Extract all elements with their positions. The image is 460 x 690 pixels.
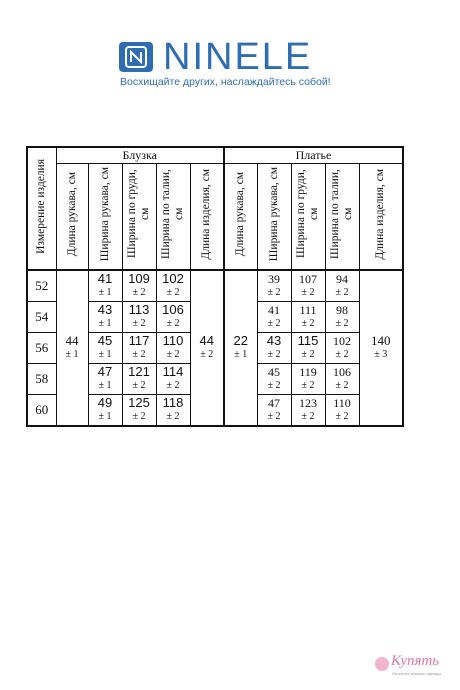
tolerance: ± 2 — [335, 349, 349, 360]
size-cell: 52 — [27, 270, 56, 302]
col-label: Длина изделия, см — [200, 168, 213, 260]
col-header — [291, 164, 325, 271]
platie-sleeve-width-cell — [257, 364, 291, 395]
size-cell: 56 — [27, 333, 56, 364]
platie-sleeve-width-cell — [257, 395, 291, 427]
value: 94 — [336, 272, 348, 286]
platie-waist-cell — [325, 333, 359, 364]
tolerance: ± 2 — [200, 349, 214, 360]
platie-chest-cell — [291, 270, 325, 302]
value: 45 — [268, 365, 280, 379]
brand-name: NINELE — [163, 36, 313, 78]
tolerance: ± 2 — [166, 349, 180, 360]
value: 41 — [268, 303, 280, 317]
value: 107 — [299, 272, 317, 286]
value: 140 — [371, 333, 391, 348]
value: 39 — [268, 272, 280, 286]
tolerance: ± 2 — [132, 380, 146, 391]
value: 106 — [162, 302, 184, 317]
bluzka-sleeve-length-cell — [56, 270, 88, 426]
value: 118 — [162, 395, 184, 410]
platie-chest-cell — [291, 395, 325, 427]
tolerance: ± 2 — [301, 287, 315, 298]
value: 123 — [299, 396, 317, 410]
col-label: Ширина по талии, см — [329, 169, 354, 259]
col-label: Ширина рукава, см — [267, 166, 280, 262]
col-label: Ширина по груди, см — [295, 169, 320, 259]
platie-waist-cell — [325, 364, 359, 395]
col-header — [359, 164, 403, 271]
value: 125 — [128, 395, 150, 410]
size-cell: 54 — [27, 302, 56, 333]
platie-chest-cell — [291, 333, 325, 364]
value: 45 — [97, 333, 113, 348]
value: 111 — [299, 303, 317, 317]
value: 43 — [266, 333, 282, 348]
value: 98 — [336, 303, 348, 317]
watermark-subtext: Интернет-магазин одежды — [392, 671, 442, 676]
value: 102 — [162, 271, 184, 286]
tolerance: ± 2 — [267, 411, 281, 422]
table-row — [27, 270, 403, 302]
tolerance: ± 2 — [132, 411, 146, 422]
col-label: Ширина рукава, см — [98, 166, 111, 262]
col-header — [88, 164, 122, 271]
size-table — [26, 146, 404, 427]
tolerance: ± 2 — [301, 411, 315, 422]
tolerance: ± 2 — [166, 287, 180, 298]
value: 114 — [162, 364, 184, 379]
group-header-platie — [224, 147, 403, 164]
value: 102 — [333, 334, 351, 348]
tolerance: ± 2 — [267, 318, 281, 329]
col-header — [156, 164, 190, 271]
tolerance: ± 1 — [234, 349, 248, 360]
platie-chest-cell — [291, 364, 325, 395]
value: 47 — [268, 396, 280, 410]
tolerance: ± 2 — [301, 380, 315, 391]
corner-header — [27, 147, 56, 270]
col-header — [190, 164, 224, 271]
platie-waist-cell — [325, 395, 359, 427]
bluzka-waist-cell — [156, 270, 190, 302]
value: 44 — [65, 333, 79, 348]
tolerance: ± 2 — [335, 318, 349, 329]
tolerance: ± 2 — [267, 349, 281, 360]
bluzka-chest-cell — [122, 302, 156, 333]
watermark — [375, 651, 445, 681]
bluzka-chest-cell — [122, 395, 156, 427]
value: 121 — [128, 364, 150, 379]
value: 117 — [128, 333, 150, 348]
bluzka-waist-cell — [156, 395, 190, 427]
value: 43 — [97, 302, 113, 317]
tolerance: ± 1 — [98, 380, 112, 391]
value: 119 — [299, 365, 317, 379]
corner-label: Измерение изделия — [35, 158, 48, 254]
tolerance: ± 2 — [301, 318, 315, 329]
bluzka-sleeve-width-cell — [88, 333, 122, 364]
tolerance: ± 2 — [267, 287, 281, 298]
bluzka-sleeve-width-cell — [88, 395, 122, 427]
bluzka-waist-cell — [156, 364, 190, 395]
tolerance: ± 2 — [335, 380, 349, 391]
value: 110 — [162, 333, 184, 348]
value: 44 — [199, 333, 214, 348]
col-header — [122, 164, 156, 271]
bluzka-length-cell — [190, 270, 224, 426]
brand-logo — [119, 36, 349, 96]
platie-sleeve-length-cell — [224, 270, 257, 426]
value: 110 — [333, 396, 351, 410]
tolerance: ± 2 — [132, 318, 146, 329]
group-label: Платье — [295, 148, 332, 162]
tolerance: ± 2 — [335, 287, 349, 298]
col-label: Ширина по талии, см — [160, 169, 185, 259]
value: 106 — [333, 365, 351, 379]
platie-sleeve-width-cell — [257, 302, 291, 333]
bluzka-sleeve-width-cell — [88, 302, 122, 333]
value: 49 — [97, 395, 113, 410]
platie-sleeve-width-cell — [257, 333, 291, 364]
bluzka-waist-cell — [156, 333, 190, 364]
platie-length-cell — [359, 270, 403, 426]
col-label: Ширина по груди, см — [126, 169, 151, 259]
tolerance: ± 2 — [301, 349, 315, 360]
value: 113 — [128, 302, 150, 317]
bluzka-chest-cell — [122, 333, 156, 364]
value: 47 — [97, 364, 113, 379]
value: 22 — [233, 333, 248, 348]
bluzka-chest-cell — [122, 364, 156, 395]
rose-icon — [375, 657, 389, 671]
tolerance: ± 2 — [132, 349, 146, 360]
col-header — [224, 164, 257, 271]
tolerance: ± 2 — [166, 318, 180, 329]
watermark-text: Купять — [391, 653, 440, 669]
tolerance: ± 1 — [65, 349, 79, 360]
size-cell: 58 — [27, 364, 56, 395]
bluzka-waist-cell — [156, 302, 190, 333]
col-header — [325, 164, 359, 271]
value: 109 — [128, 271, 150, 286]
tolerance: ± 1 — [98, 287, 112, 298]
value: 41 — [97, 271, 113, 286]
bluzka-chest-cell — [122, 270, 156, 302]
size-cell: 60 — [27, 395, 56, 427]
tolerance: ± 2 — [132, 287, 146, 298]
ninele-logo-icon — [119, 42, 153, 72]
col-header — [56, 164, 88, 271]
tolerance: ± 1 — [98, 349, 112, 360]
brand-tagline: Восхищайте других, наслаждайтесь собой! — [120, 76, 331, 88]
platie-chest-cell — [291, 302, 325, 333]
platie-waist-cell — [325, 270, 359, 302]
col-label: Длина рукава, см — [65, 171, 78, 257]
tolerance: ± 2 — [335, 411, 349, 422]
bluzka-sleeve-width-cell — [88, 270, 122, 302]
platie-waist-cell — [325, 302, 359, 333]
col-label: Длина рукава, см — [234, 171, 247, 257]
bluzka-sleeve-width-cell — [88, 364, 122, 395]
tolerance: ± 2 — [166, 380, 180, 391]
tolerance: ± 2 — [166, 411, 180, 422]
col-label: Длина изделия, см — [374, 168, 387, 260]
value: 115 — [297, 333, 319, 348]
tolerance: ± 2 — [267, 380, 281, 391]
group-header-bluzka — [56, 147, 224, 164]
tolerance: ± 1 — [98, 411, 112, 422]
col-header — [257, 164, 291, 271]
group-label: Блузка — [122, 148, 157, 162]
tolerance: ± 3 — [374, 349, 388, 360]
platie-sleeve-width-cell — [257, 270, 291, 302]
tolerance: ± 1 — [98, 318, 112, 329]
